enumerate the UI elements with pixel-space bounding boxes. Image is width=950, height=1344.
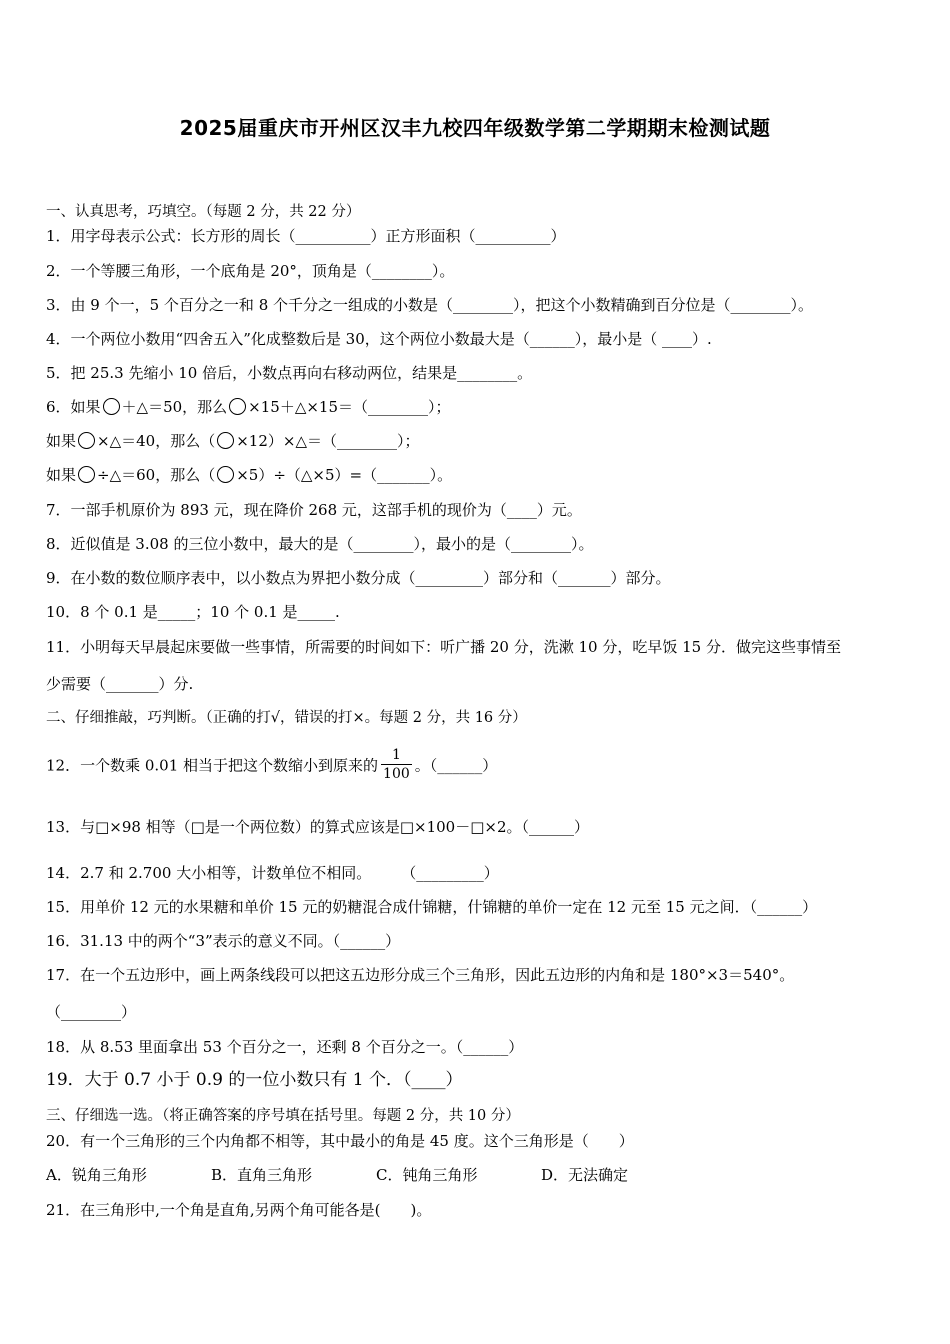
question-19: 19．大于 0.7 小于 0.9 的一位小数只有 1 个．（____） — [46, 1070, 463, 1090]
question-6a — [46, 397, 916, 417]
question-6c — [46, 465, 916, 485]
q12-pre: 12．一个数乘 0.01 相当于把这个数缩小到原来的 — [46, 756, 379, 775]
choice-c: C．钝角三角形 — [376, 1166, 478, 1184]
q6c-post: ×5）÷（△×5）=（_______）。 — [236, 466, 453, 484]
question-4: 4．一个两位小数用“四舍五入”化成整数后是 30，这个两位小数最大是（______），最小是（ ____）. — [46, 330, 712, 348]
fraction-numerator: 1 — [391, 747, 401, 763]
circle-icon — [78, 432, 95, 449]
section-1-heading: 一、认真思考，巧填空。（每题 2 分，共 22 分） — [46, 204, 361, 220]
question-20: 20．有一个三角形的三个内角都不相等，其中最小的角是 45 度。这个三角形是（ ） — [46, 1132, 634, 1150]
fraction-denominator: 100 — [383, 766, 410, 782]
question-3: 3．由 9 个一，5 个百分之一和 8 个千分之一组成的小数是（________），把这个小数精确到百分位是（________）。 — [46, 296, 814, 314]
question-11-line2: 少需要（_______）分. — [46, 675, 194, 693]
circle-icon — [229, 398, 246, 415]
fraction — [381, 746, 412, 783]
question-11-line1: 11．小明每天早晨起床要做一些事情，所需要的时间如下：听广播 20 分，洗漱 10 分，吃早饭 15 分．做完这些事情至 — [46, 638, 841, 656]
question-18: 18．从 8.53 里面拿出 53 个百分之一，还剩 8 个百分之一。（______） — [46, 1038, 524, 1056]
q6a-pre: 6．如果 — [46, 398, 101, 416]
question-12 — [46, 748, 916, 785]
choice-d: D．无法确定 — [541, 1166, 629, 1184]
q6b-pre: 如果 — [46, 432, 77, 450]
q6b-post: ×12）×△＝（________）； — [236, 432, 420, 450]
question-17-line2: （________） — [46, 1003, 137, 1021]
question-14: 14．2.7 和 2.700 大小相等，计数单位不相同。 （_________） — [46, 864, 499, 882]
question-16: 16．31.13 中的两个“3”表示的意义不同。（______） — [46, 932, 401, 950]
q6c-mid: ÷△＝60，那么（ — [97, 466, 216, 484]
question-1: 1．用字母表示公式：长方形的周长（__________）正方形面积（__________） — [46, 227, 566, 245]
q6a-post: ×15＋△×15＝（________）； — [248, 398, 451, 416]
question-10: 10．8 个 0.1 是_____；10 个 0.1 是_____. — [46, 603, 340, 621]
circle-icon — [217, 466, 234, 483]
circle-icon — [103, 398, 120, 415]
choice-b: B．直角三角形 — [211, 1166, 313, 1184]
question-9: 9．在小数的数位顺序表中，以小数点为界把小数分成（_________）部分和（_______）部分。 — [46, 569, 671, 587]
question-5: 5．把 25.3 先缩小 10 倍后，小数点再向右移动两位，结果是________。 — [46, 364, 533, 382]
question-2: 2．一个等腰三角形，一个底角是 20°，顶角是（________）。 — [46, 262, 455, 280]
question-21: 21．在三角形中,一个角是直角,另两个角可能各是( )。 — [46, 1201, 432, 1219]
choice-a: A．锐角三角形 — [46, 1166, 147, 1184]
question-7: 7．一部手机原价为 893 元，现在降价 268 元，这部手机的现价为（____）元。 — [46, 501, 582, 519]
question-15: 15．用单价 12 元的水果糖和单价 15 元的奶糖混合成什锦糖，什锦糖的单价一定在 12 元至 15 元之间．（______） — [46, 898, 818, 916]
question-13: 13．与□×98 相等（□是一个两位数）的算式应该是□×100－□×2。（______） — [46, 818, 590, 836]
question-6b — [46, 431, 916, 451]
section-2-heading: 二、仔细推敲，巧判断。（正确的打√，错误的打×。每题 2 分，共 16 分） — [46, 710, 527, 726]
question-17-line1: 17．在一个五边形中，画上两条线段可以把这五边形分成三个三角形，因此五边形的内角和是 180°×3＝540°。 — [46, 966, 795, 984]
question-20-choices — [46, 1165, 916, 1185]
section-3-heading: 三、仔细选一选。（将正确答案的序号填在括号里。每题 2 分，共 10 分） — [46, 1108, 520, 1124]
page-title: 2025届重庆市开州区汉丰九校四年级数学第二学期期末检测试题 — [179, 116, 771, 140]
circle-icon — [78, 466, 95, 483]
question-8: 8．近似值是 3.08 的三位小数中，最大的是（________），最小的是（________）。 — [46, 535, 594, 553]
circle-icon — [217, 432, 234, 449]
q6c-pre: 如果 — [46, 466, 77, 484]
q6a-mid: ＋△＝50，那么 — [121, 398, 228, 416]
q6b-mid: ×△＝40，那么（ — [97, 432, 216, 450]
q12-post: 。（______） — [414, 756, 498, 775]
